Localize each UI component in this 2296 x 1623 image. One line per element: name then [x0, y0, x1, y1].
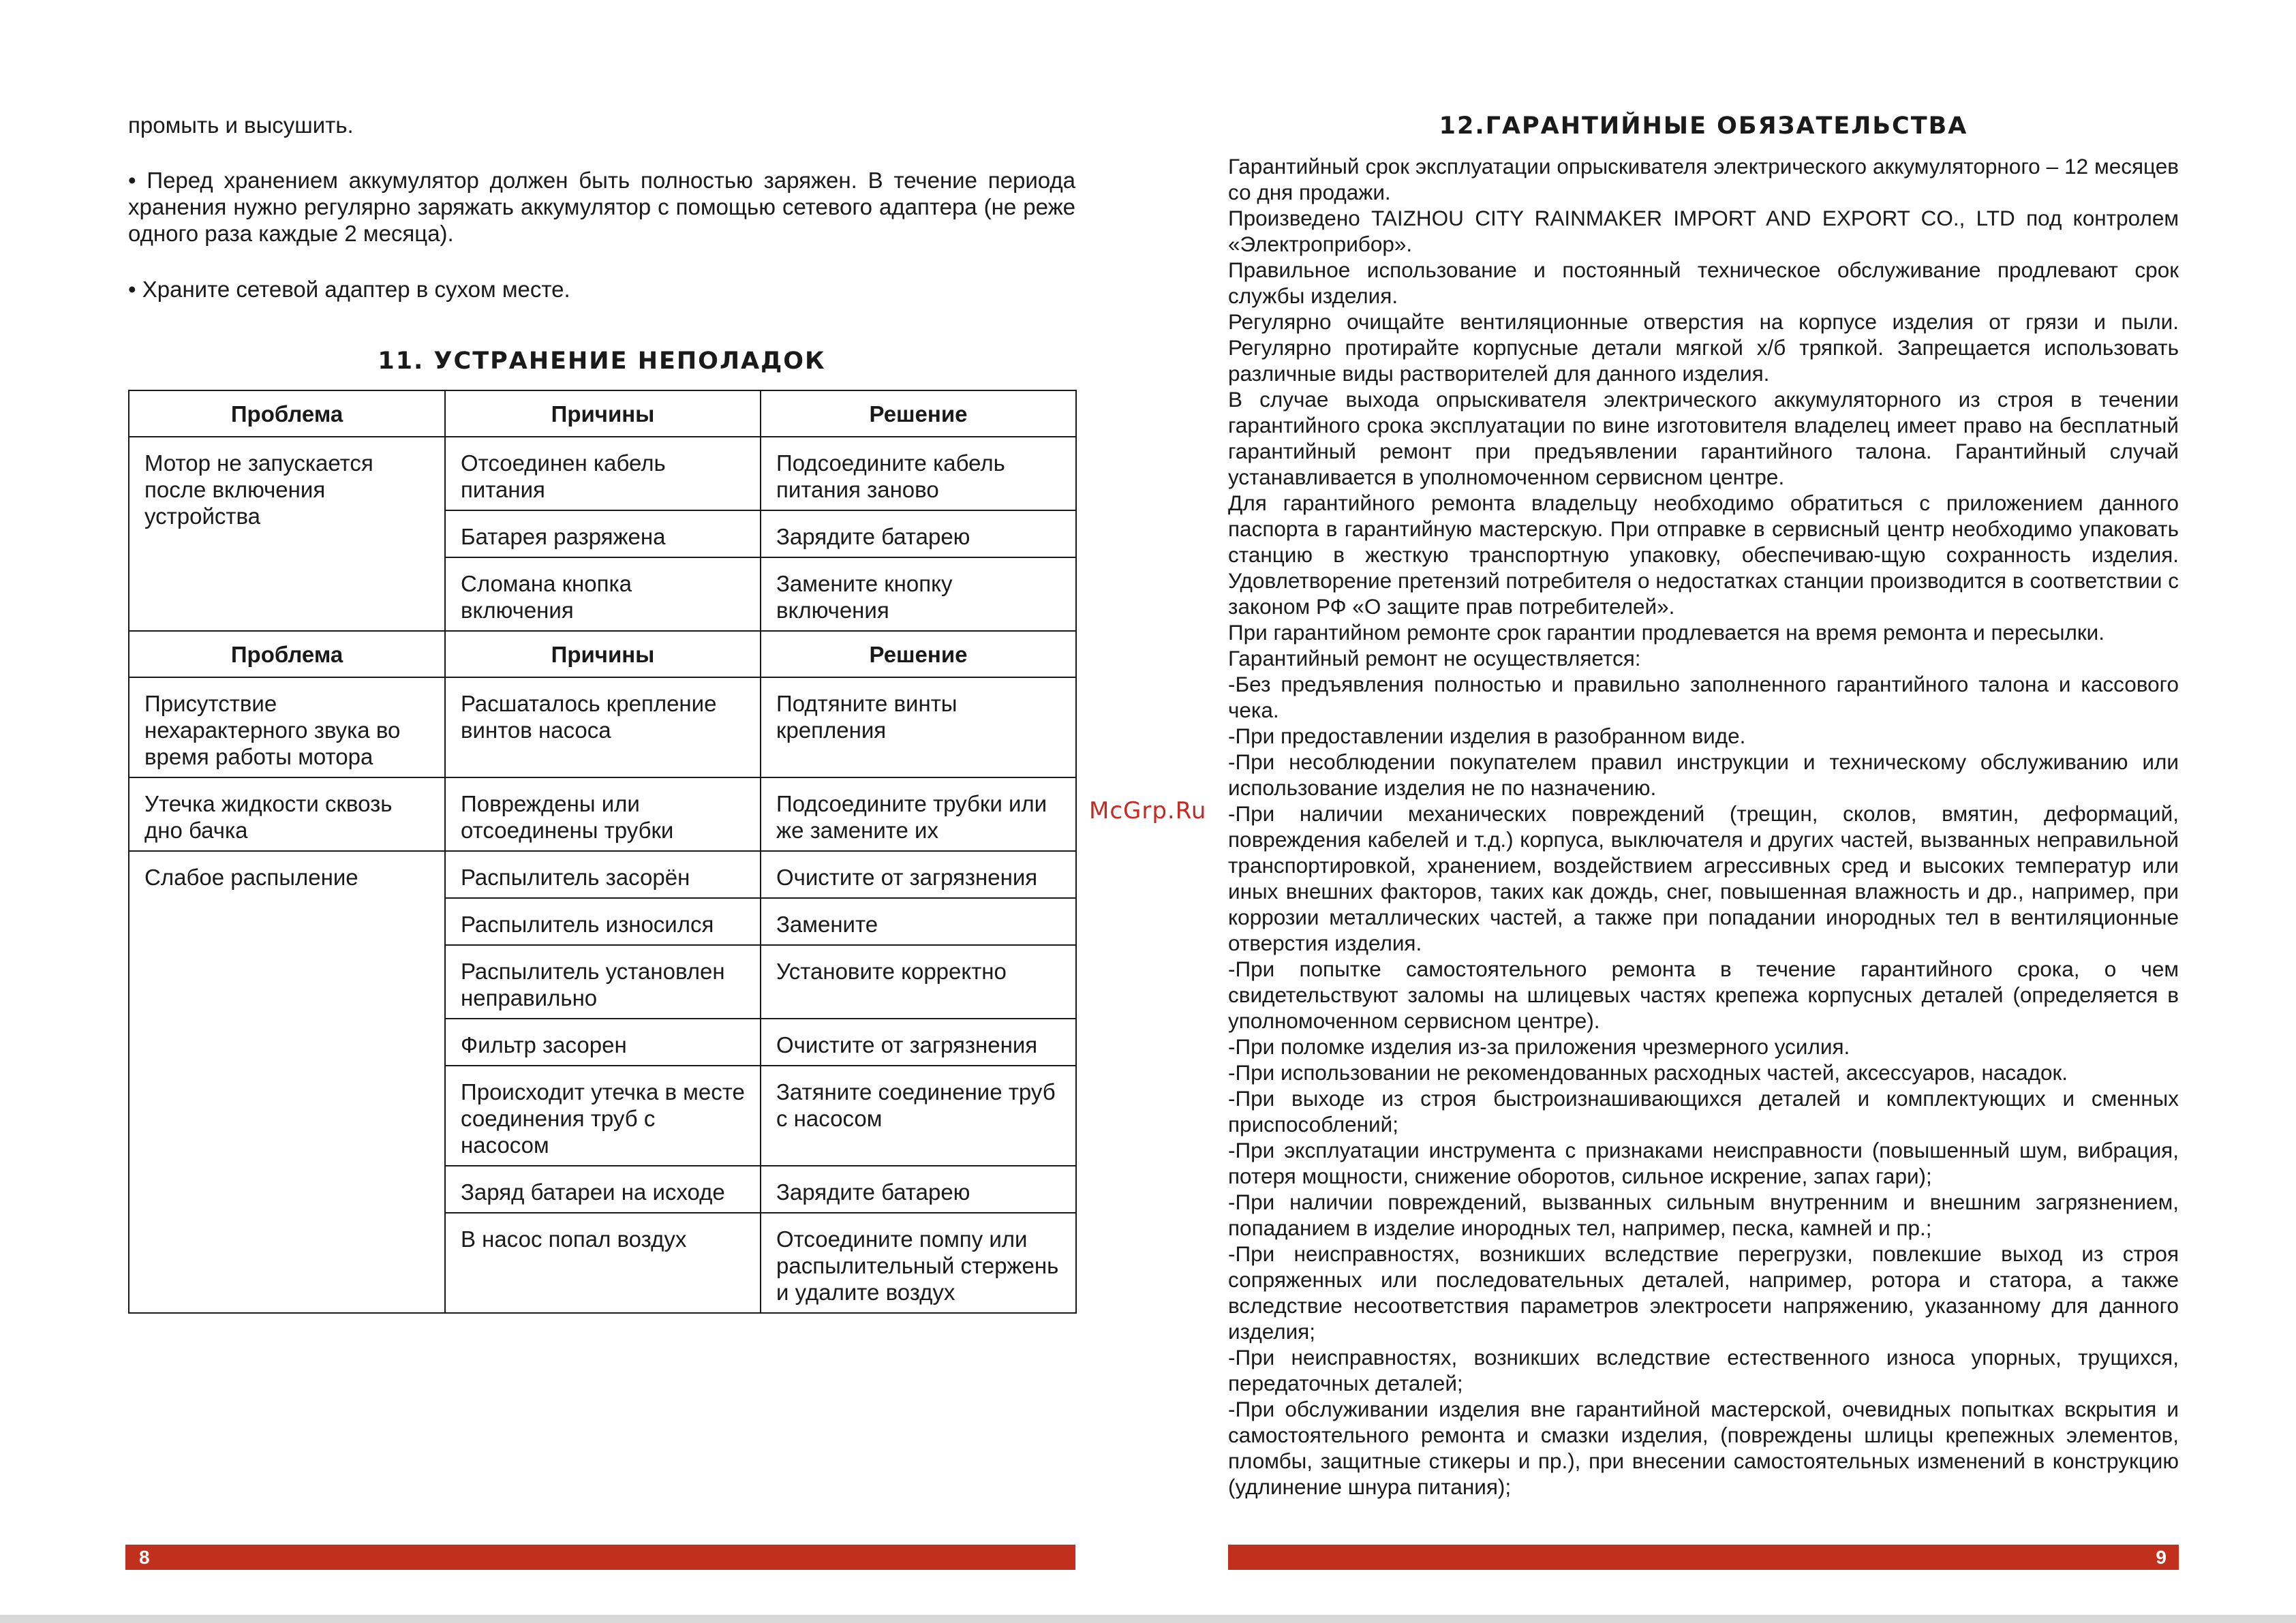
problem-cell: Слабое распыление [129, 851, 445, 1313]
warranty-paragraph: -При эксплуатации инструмента с признаками неисправности (повышенный шум, вибрация, потеря мощности, снижение оборотов, сильное искрение, запах гари); [1228, 1138, 2179, 1188]
warranty-paragraph: -При обслуживании изделия вне гарантийной мастерской, очевидных попытках вскрытия и самостоятельного ремонта и смазки изделия, (повреждены шлицы крепежных элементов, пломбы, защитные стикеры и пр.), при внесении самостоятельных изменений в конструкцию (удлинение шнура питания); [1228, 1397, 2179, 1499]
cause-cell: Повреждены или отсоединены трубки [445, 777, 761, 851]
warranty-paragraph: -При несоблюдении покупателем правил инструкции и техническому обслуживанию или использование изделия не по назначению. [1228, 749, 2179, 800]
table-row [129, 437, 1076, 510]
right-page [1148, 0, 2296, 1623]
table-row [129, 777, 1076, 851]
solution-cell: Отсоедините помпу или распылительный стержень и удалите воздух [761, 1213, 1076, 1313]
warranty-paragraph: -При неисправностях, возникших вследствие естественного износа упорных, трущихся, передаточных деталей; [1228, 1345, 2179, 1395]
warranty-paragraph: Гарантийный ремонт не осуществляется: [1228, 646, 1641, 670]
bottom-strip [0, 1615, 2296, 1623]
warranty-paragraph: Регулярно очищайте вентиляционные отверстия на корпусе изделия от грязи и пыли. Регулярно протирайте корпусные детали мягкой х/б тряпкой. Запрещается использовать различные виды растворителей для данного изделия. [1228, 309, 2179, 386]
warranty-paragraph: -При поломке изделия из-за приложения чрезмерного усилия. [1228, 1034, 1850, 1059]
column-header: Причины [445, 631, 761, 677]
table-row [129, 851, 1076, 898]
solution-cell: Очистите от загрязнения [761, 851, 1076, 898]
warranty-paragraph: Правильное использование и постоянный техническое обслуживание продлевают срок службы изделия. [1228, 258, 2179, 308]
problem-cell: Утечка жидкости сквозь дно бачка [129, 777, 445, 851]
warranty-paragraph: -Без предъявления полностью и правильно заполненного гарантийного талона и кассового чека. [1228, 672, 2179, 722]
footer-bar [1228, 1545, 2179, 1570]
cause-cell: Сломана кнопка включения [445, 557, 761, 631]
cause-cell: Распылитель засорён [445, 851, 761, 898]
page-number: 9 [2156, 1547, 2167, 1568]
warranty-paragraph: Для гарантийного ремонта владельцу необходимо обратиться с приложением данного паспорта в гарантийную мастерскую. При отправке в сервисный центр необходимо упаковать станцию в жесткую транспортную упаковку, обеспечиваю-щую сохранность изделия. Удовлетворение претензий потребителя о недостатках станции производится в соответствии с законом РФ «О защите прав потребителей». [1228, 491, 2179, 619]
cause-cell: Заряд батареи на исходе [445, 1166, 761, 1213]
warranty-paragraph: -При предоставлении изделия в разобранном виде. [1228, 724, 1746, 748]
cause-cell: Расшаталось крепление винтов насоса [445, 677, 761, 777]
section-title-warranty: 12.ГАРАНТИЙНЫЕ ОБЯЗАТЕЛЬСТВА [1439, 112, 1968, 140]
cause-cell: Фильтр засорен [445, 1019, 761, 1066]
warranty-paragraph: -При неисправностях, возникших вследствие перегрузки, повлекшие выход из строя сопряженных или последовательных деталей, например, ротора и статора, а также вследствие несоответствия параметров электросети напряжению, указанному для данного изделия; [1228, 1241, 2179, 1344]
cause-cell: Отсоединен кабель питания [445, 437, 761, 510]
paragraph: • Перед хранением аккумулятор должен быть полностью заряжен. В течение периода хранения нужно регулярно заряжать аккумулятор с помощью сетевого адаптера (не реже одного раза каждые 2 месяца). [128, 168, 1075, 246]
warranty-paragraph: -При наличии повреждений, вызванных сильным внутренним и внешним загрязнением, попаданием в изделие инородных тел, например, песка, камней и пр.; [1228, 1190, 2179, 1240]
column-header: Проблема [129, 390, 445, 437]
warranty-paragraph: -При наличии механических повреждений (трещин, сколов, вмятин, деформаций, повреждения кабелей и т.д.) корпуса, выключателя и других частей, вызванных неправильной транспортировкой, хранением, воздействием агрессивных сред и высоких температур или иных внешних факторов, таких как дождь, снег, повышенная влажность и др., например, при коррозии металлических частей, а также при попадании инородных тел в вентиляционные отверстия изделия. [1228, 801, 2179, 955]
column-header: Причины [445, 390, 761, 437]
warranty-paragraph: Произведено TAIZHOU CITY RAINMAKER IMPORT AND EXPORT CO., LTD под контролем «Электроприбор». [1228, 206, 2179, 256]
warranty-paragraph: Гарантийный срок эксплуатации опрыскивателя электрического аккумуляторного – 12 месяцев со дня продажи. [1228, 154, 2179, 204]
solution-cell: Зарядите батарею [761, 510, 1076, 557]
table-header-row [129, 631, 1076, 677]
cause-cell: Происходит утечка в месте соединения труб с насосом [445, 1066, 761, 1166]
column-header: Решение [761, 631, 1076, 677]
solution-cell: Замените [761, 898, 1076, 945]
cause-cell: Батарея разряжена [445, 510, 761, 557]
solution-cell: Замените кнопку включения [761, 557, 1076, 631]
problem-cell: Мотор не запускается после включения устройства [129, 437, 445, 631]
warranty-paragraph: -При выходе из строя быстроизнашивающихся деталей и комплектующих и сменных приспособлений; [1228, 1086, 2179, 1137]
column-header: Решение [761, 390, 1076, 437]
warranty-paragraph: В случае выхода опрыскивателя электрического аккумуляторного из строя в течении гарантийного срока эксплуатации по вине изготовителя владелец имеет право на бесплатный гарантийный ремонт при предъявлении гарантийного талона. Гарантийный случай устанавливается в уполномоченном сервисном центре. [1228, 387, 2179, 489]
cause-cell: Распылитель установлен неправильно [445, 945, 761, 1019]
solution-cell: Подсоедините кабель питания заново [761, 437, 1076, 510]
column-header: Проблема [129, 631, 445, 677]
paragraph: • Храните сетевой адаптер в сухом месте. [128, 277, 570, 302]
footer-bar [125, 1545, 1075, 1570]
solution-cell: Установите корректно [761, 945, 1076, 1019]
solution-cell: Зарядите батарею [761, 1166, 1076, 1213]
table-row [129, 677, 1076, 777]
page-number: 8 [139, 1547, 150, 1568]
warranty-paragraph: -При использовании не рекомендованных расходных частей, аксессуаров, насадок. [1228, 1060, 2068, 1085]
paragraph: промыть и высушить. [128, 112, 354, 138]
watermark: McGrp.Ru [1089, 797, 1207, 824]
cause-cell: Распылитель износился [445, 898, 761, 945]
warranty-paragraph: -При попытке самостоятельного ремонта в течение гарантийного срока, о чем свидетельствуют заломы на шлицевых частях крепежа корпусных деталей (определяется в уполномоченном сервисном центре). [1228, 957, 2179, 1033]
solution-cell: Затяните соединение труб с насосом [761, 1066, 1076, 1166]
table-header-row [129, 390, 1076, 437]
solution-cell: Подтяните винты крепления [761, 677, 1076, 777]
warranty-paragraph: При гарантийном ремонте срок гарантии продлевается на время ремонта и пересылки. [1228, 620, 2104, 645]
cause-cell: В насос попал воздух [445, 1213, 761, 1313]
solution-cell: Очистите от загрязнения [761, 1019, 1076, 1066]
section-title-troubleshooting: 11. УСТРАНЕНИЕ НЕПОЛАДОК [378, 347, 826, 375]
troubleshooting-table [128, 390, 1077, 1314]
warranty-text [1228, 153, 2179, 1500]
problem-cell: Присутствие нехарактерного звука во время работы мотора [129, 677, 445, 777]
solution-cell: Подсоедините трубки или же замените их [761, 777, 1076, 851]
